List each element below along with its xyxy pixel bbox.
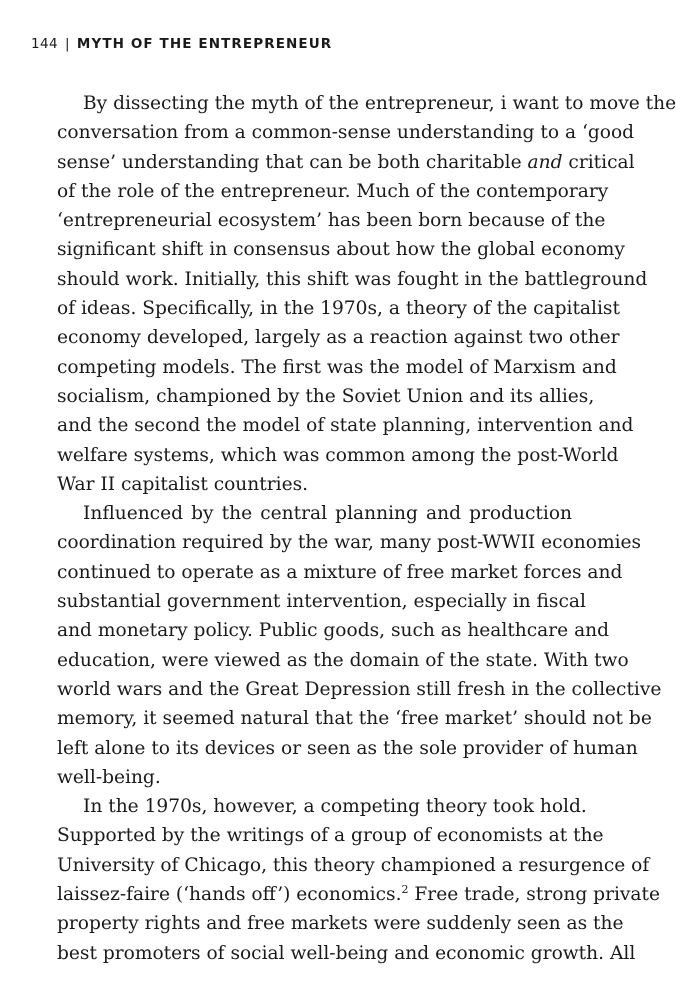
paragraph <box>31 499 662 792</box>
text-line: economy developed, largely as a reaction against two other <box>57 327 620 349</box>
text-line: laissez-faire (‘hands off’) economics.$^2$ Free trade, strong private <box>57 882 660 906</box>
text-line: coordination required by the war, many post-WWII economies <box>57 532 642 554</box>
text-line: War II capitalist countries. <box>57 473 309 495</box>
text-line: ‘entrepreneurial ecosystem’ has been born because of the <box>57 210 606 232</box>
chapter-title: MYTH OF THE ENTREPRENEUR <box>76 36 333 52</box>
text-line: continued to operate as a mixture of free market forces and <box>57 561 623 583</box>
emphasis: and <box>527 151 563 173</box>
text-line: sense’ understanding that can be both charitable and critical <box>57 151 635 173</box>
text-line: memory, it seemed natural that the ‘free market’ should not be <box>57 708 652 730</box>
running-head <box>31 36 332 52</box>
text-line: best promoters of social well-being and economic growth. All <box>57 942 636 964</box>
footnote-marker: 2 <box>401 882 409 896</box>
text-line: of ideas. Specifically, in the 1970s, a theory of the capitalist <box>57 298 620 320</box>
paragraph <box>31 89 676 499</box>
text-line: welfare systems, which was common among the post-World <box>57 444 619 466</box>
text-line: socialism, championed by the Soviet Union and its allies, <box>57 385 595 407</box>
text-line: University of Chicago, this theory championed a resurgence of <box>57 854 650 876</box>
text-line: competing models. The first was the model of Marxism and <box>57 356 617 378</box>
body-text <box>31 89 676 968</box>
text-line: property rights and free markets were suddenly seen as the <box>57 913 624 935</box>
text-line: world wars and the Great Depression still fresh in the collective <box>57 678 662 700</box>
running-head-separator: | <box>64 36 70 52</box>
text-line: significant shift in consensus about how the global economy <box>57 239 625 261</box>
text-line: education, were viewed as the domain of the state. With two <box>57 649 629 671</box>
text-line: and monetary policy. Public goods, such as healthcare and <box>57 620 610 642</box>
text-line: Supported by the writings of a group of economists at the <box>57 825 604 847</box>
text-line: Influenced by the central planning and production <box>83 503 572 525</box>
text-line: By dissecting the myth of the entrepreneur, i want to move the <box>83 93 676 114</box>
text-line: substantial government intervention, especially in fiscal <box>57 591 586 613</box>
text-line: and the second the model of state planning, intervention and <box>57 415 634 437</box>
text-line: should work. Initially, this shift was fought in the battleground <box>57 268 648 290</box>
text-line: of the role of the entrepreneur. Much of the contemporary <box>57 180 609 202</box>
text-line: left alone to its devices or seen as the sole provider of human <box>57 737 638 759</box>
page-number: 144 <box>31 36 58 52</box>
text-line: In the 1970s, however, a competing theory took hold. <box>83 796 587 818</box>
paragraph <box>31 792 660 968</box>
text-line: conversation from a common-sense understanding to a ‘good <box>57 122 635 144</box>
text-line: well-being. <box>57 766 161 788</box>
